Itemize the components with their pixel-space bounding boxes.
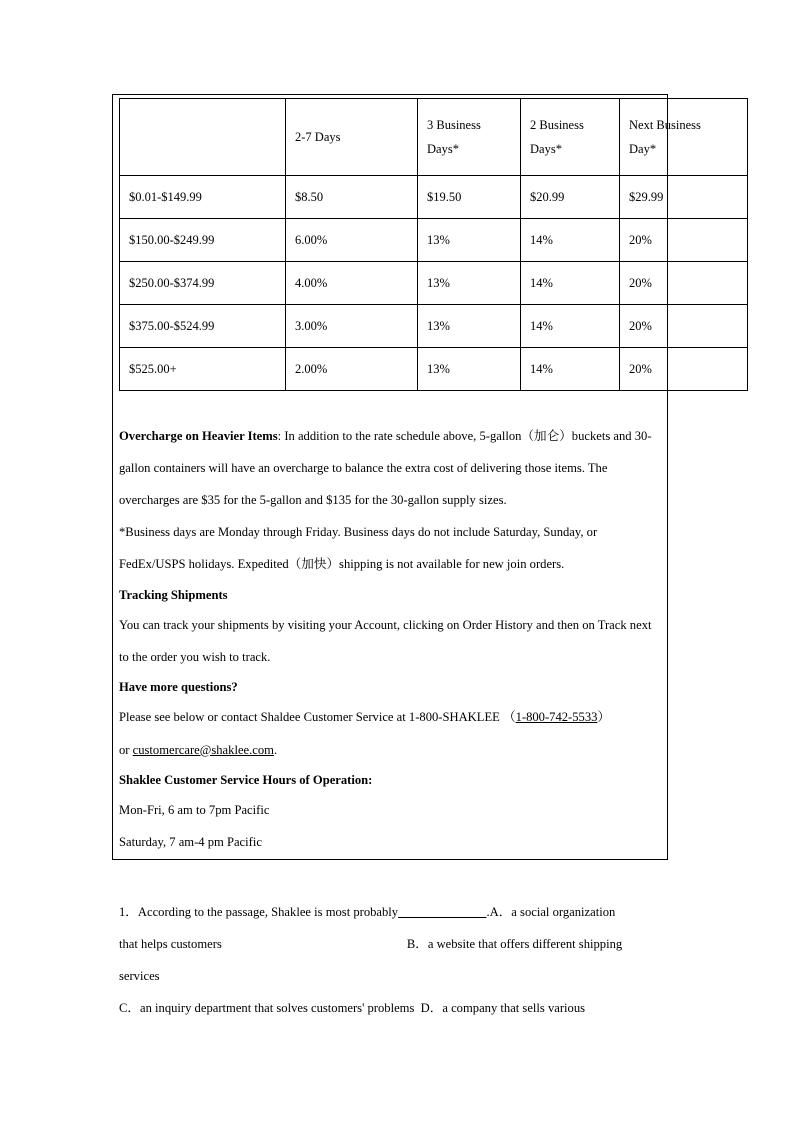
table-header-row (120, 99, 748, 176)
cell-3-business-days: 13% (418, 305, 521, 348)
email-link[interactable]: customercare@shaklee.com (132, 742, 274, 757)
cell-2-7-days: 4.00% (286, 262, 418, 305)
overcharge-paragraph (119, 420, 663, 516)
header-nbd-line2: Day* (629, 142, 657, 156)
shipping-rate-table (119, 98, 748, 391)
email-paragraph (119, 734, 663, 766)
question-1-stem: 1．According to the passage, Shaklee is most probably (119, 905, 399, 919)
contact-paragraph (119, 701, 663, 733)
cell-next-business-day: 20% (620, 348, 748, 391)
phone-number-link[interactable]: 1-800-742-5533 (515, 710, 598, 725)
table-header-cell-2-business-days (521, 99, 620, 176)
have-more-questions-heading: Have more questions? (119, 680, 238, 695)
header-3bd-line1: 3 Business (427, 117, 481, 132)
table-row (120, 176, 748, 219)
table-header-cell-next-business-day (620, 99, 748, 176)
cell-3-business-days: $19.50 (418, 176, 521, 219)
cell-2-7-days: 2.00% (286, 348, 418, 391)
cell-3-business-days: 13% (418, 262, 521, 305)
cell-2-business-days: 14% (521, 348, 620, 391)
cell-3-business-days: 13% (418, 348, 521, 391)
cell-2-business-days: 14% (521, 219, 620, 262)
question-1-line-4: C．an inquiry department that solves customers' problems D．a company that sells various (119, 1001, 586, 1016)
option-a-continuation: that helps customers (119, 937, 222, 952)
cell-next-business-day: $29.99 (620, 176, 748, 219)
table-header-cell-3-business-days (418, 99, 521, 176)
cell-2-7-days: $8.50 (286, 176, 418, 219)
cell-2-business-days: $20.99 (521, 176, 620, 219)
cell-next-business-day: 20% (620, 305, 748, 348)
tracking-shipments-body: You can track your shipments by visiting your Account, clicking on Order History and then on Track next to the order you wish to track. (119, 617, 652, 664)
question-1-option-b: B．a website that offers different shipping (406, 937, 623, 952)
question-1-line-1 (119, 896, 679, 928)
email-prefix-text: or (119, 742, 133, 757)
overcharge-heading: Overcharge on Heavier Items (119, 429, 278, 443)
table-header-cell-2-7-days: 2-7 Days (286, 99, 418, 176)
header-2bd-line2: Days* (530, 142, 562, 156)
cell-next-business-day: 20% (620, 219, 748, 262)
table-row (120, 262, 748, 305)
cell-next-business-day: 20% (620, 262, 748, 305)
cell-2-business-days: 14% (521, 262, 620, 305)
cell-2-7-days: 6.00% (286, 219, 418, 262)
table-row (120, 348, 748, 391)
cell-2-7-days: 3.00% (286, 305, 418, 348)
contact-prefix-text: Please see below or contact Shaldee Customer Service at 1-800-SHAKLEE （ (119, 710, 516, 725)
hours-weekday: Mon-Fri, 6 am to 7pm Pacific (119, 802, 270, 817)
question-1-blank: _____________ (398, 905, 487, 919)
question-1-line-2 (119, 928, 679, 960)
table-header-cell-empty (120, 99, 286, 176)
cell-order-range: $250.00-$374.99 (120, 262, 286, 305)
question-1-line-3: services (119, 969, 160, 984)
cell-2-business-days: 14% (521, 305, 620, 348)
hours-saturday: Saturday, 7 am-4 pm Pacific (119, 835, 262, 850)
hours-of-operation-heading: Shaklee Customer Service Hours of Operation: (119, 772, 373, 787)
tracking-shipments-heading: Tracking Shipments (119, 587, 228, 602)
overcharge-body: : In addition to the rate schedule above, 5-gallon（加仑）buckets and 30-gallon containers will have an overcharge to balance the extra cost of delivering those items. The overcharges are $35 for the 5-gallon and $135 for the 30-gallon supply sizes. (119, 429, 652, 508)
email-suffix-text: . (273, 742, 278, 757)
question-1-option-a: .A．a social organization (486, 905, 616, 919)
document-body (119, 420, 663, 858)
cell-order-range: $0.01-$149.99 (120, 176, 286, 219)
contact-suffix-text: ） (597, 710, 611, 725)
cell-order-range: $150.00-$249.99 (120, 219, 286, 262)
header-2bd-line1: 2 Business (530, 117, 584, 132)
table-row (120, 219, 748, 262)
cell-order-range: $525.00+ (120, 348, 286, 391)
cell-order-range: $375.00-$524.99 (120, 305, 286, 348)
cell-3-business-days: 13% (418, 219, 521, 262)
header-3bd-line2: Days* (427, 142, 459, 156)
business-days-note: *Business days are Monday through Friday. Business days do not include Saturday, Sunday, or FedEx/USPS holidays. Expedited（加快）shipping is not available for new join orders. (119, 525, 598, 572)
table-row (120, 305, 748, 348)
exercise-questions (119, 896, 679, 1024)
header-nbd-line1: Next Business (629, 117, 701, 132)
